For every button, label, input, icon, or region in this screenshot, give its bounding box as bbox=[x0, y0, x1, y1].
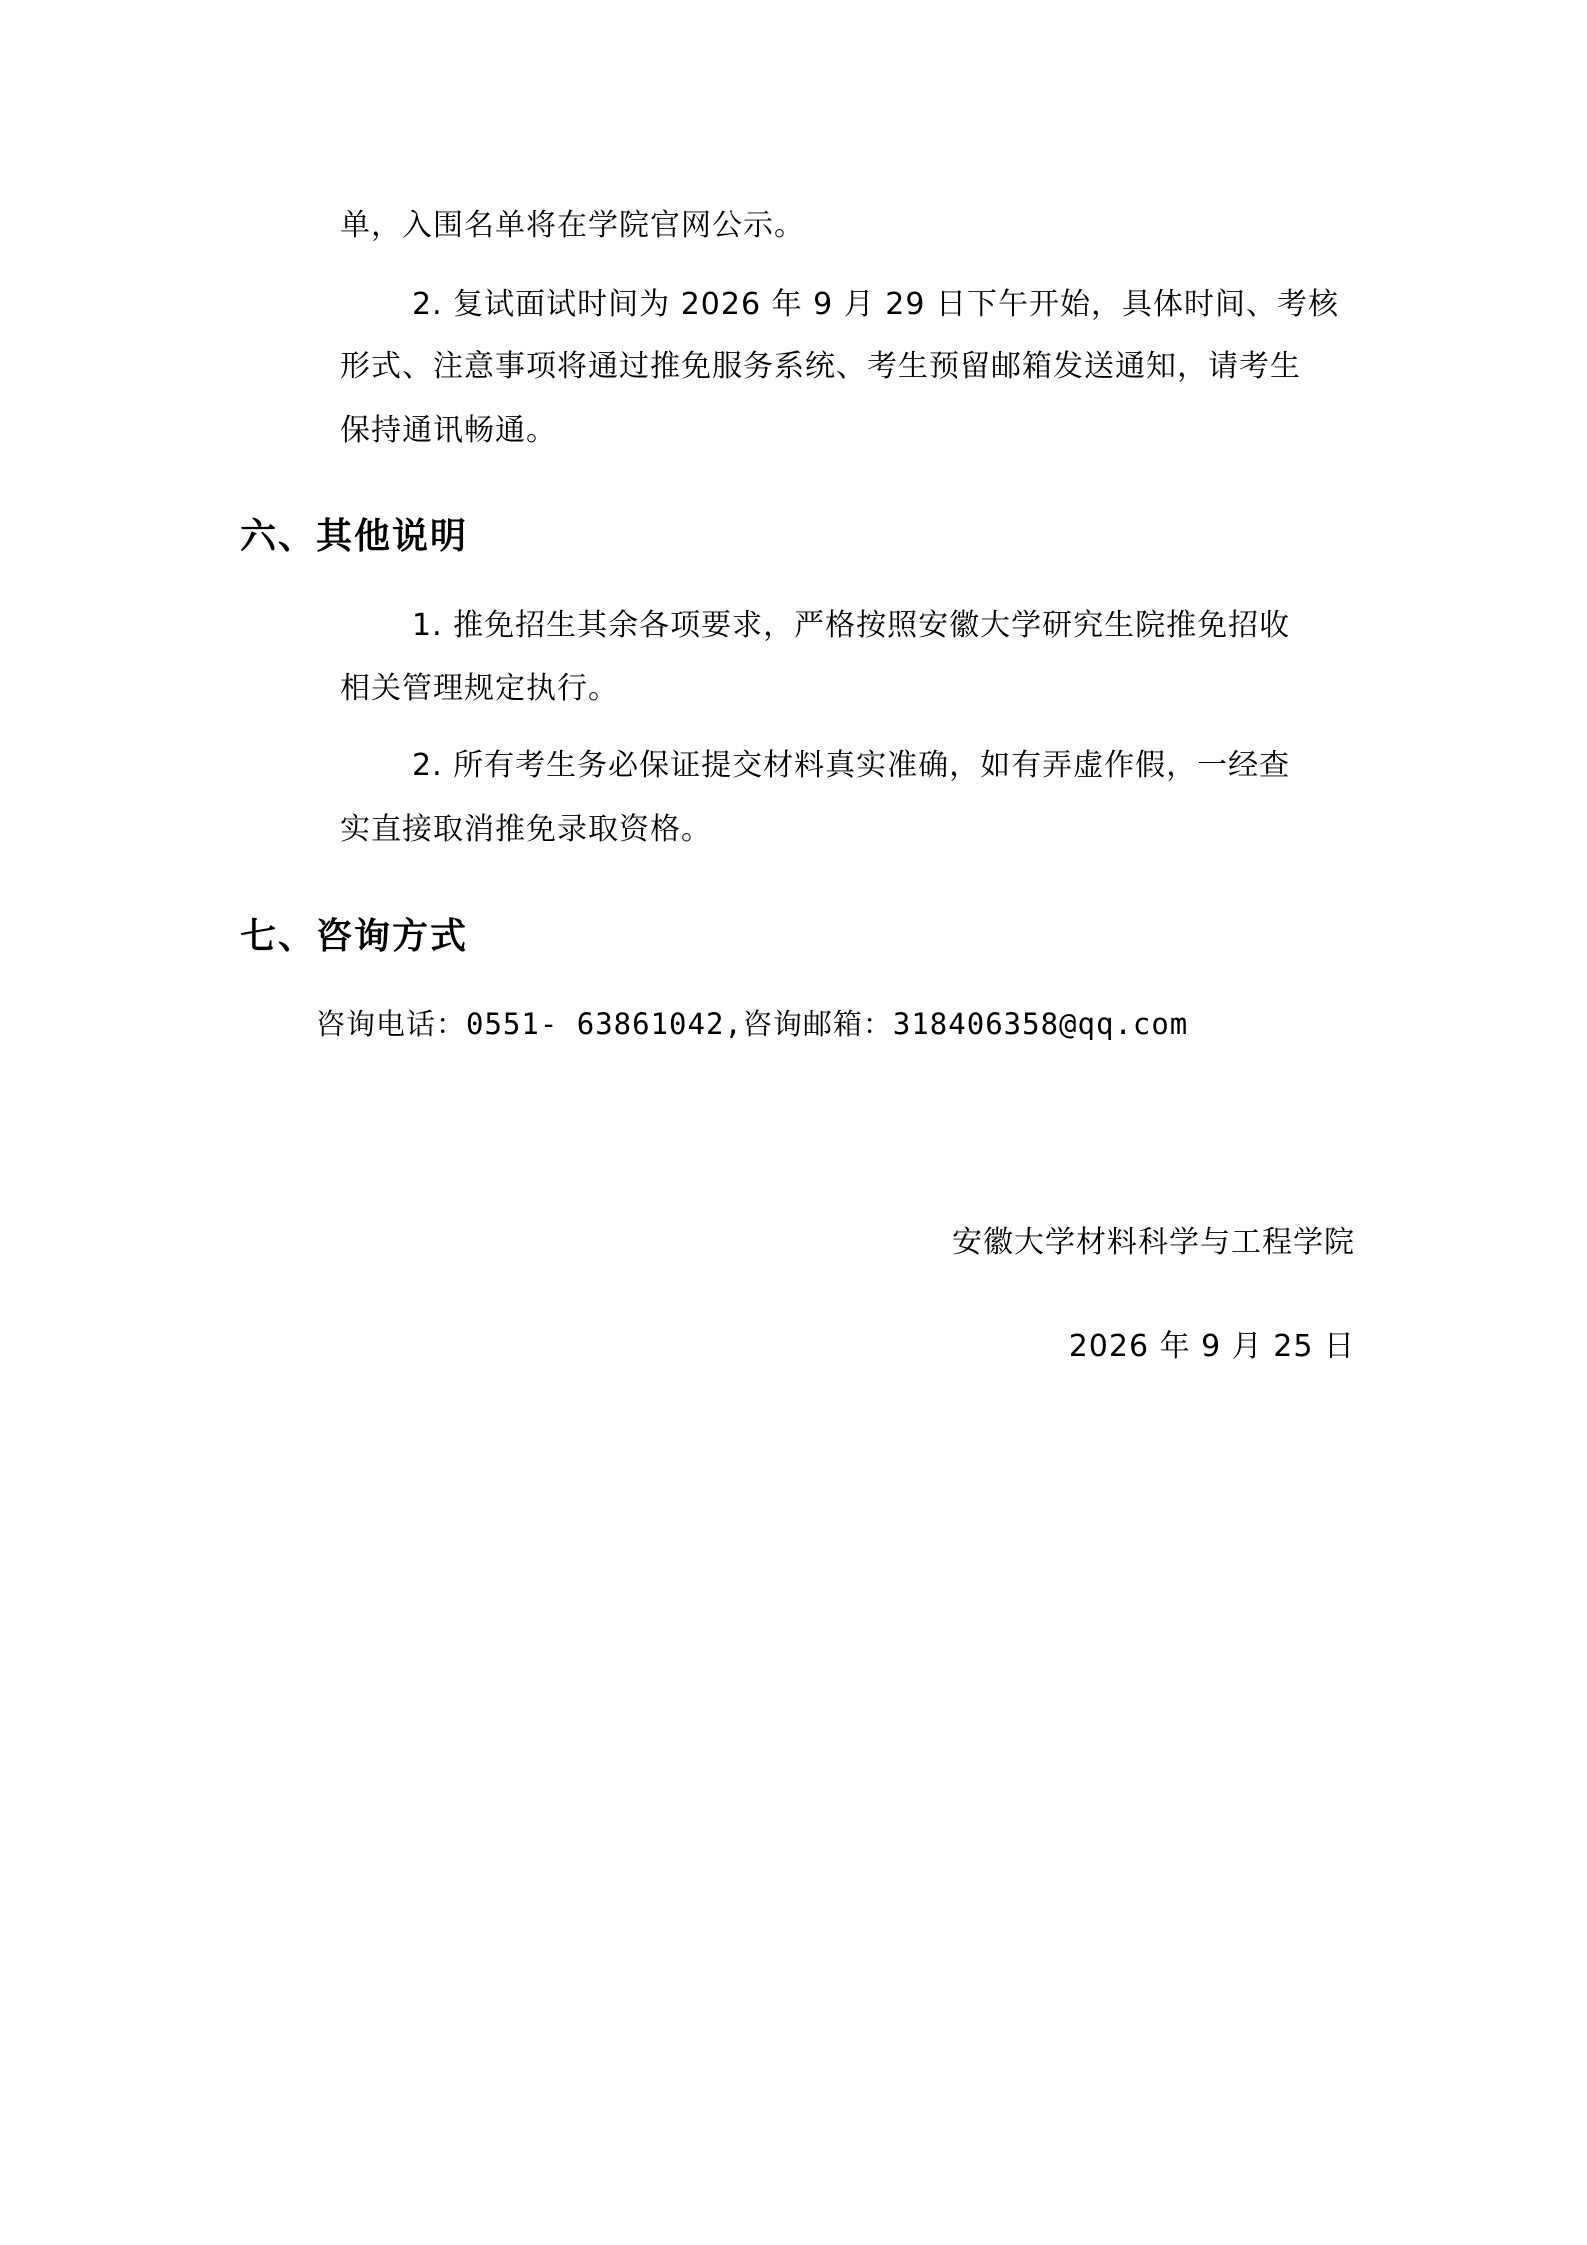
section6-item2-line2: 实直接取消推免录取资格。 bbox=[340, 812, 712, 847]
section7-heading: 七、咨询方式 bbox=[240, 916, 469, 957]
section6-heading: 六、其他说明 bbox=[240, 516, 469, 557]
section5-item2-line1: 2. 复试面试时间为 2026 年 9 月 29 日下午开始，具体时间、考核 bbox=[412, 287, 1339, 322]
section5-continued-line: 单，入围名单将在学院官网公示。 bbox=[340, 208, 805, 243]
section5-item2-line2: 形式、注意事项将通过推免服务系统、考生预留邮箱发送通知，请考生 bbox=[340, 349, 1301, 384]
section6-item1-line2: 相关管理规定执行。 bbox=[340, 671, 619, 706]
signature-organization: 安徽大学材料科学与工程学院 bbox=[952, 1225, 1355, 1260]
contact-line: 咨询电话：0551- 63861042,咨询邮箱：318406358@qq.com bbox=[316, 1007, 1189, 1041]
section5-item2-line3: 保持通讯畅通。 bbox=[340, 413, 557, 448]
section6-item1-line1: 1. 推免招生其余各项要求，严格按照安徽大学研究生院推免招收 bbox=[412, 608, 1291, 643]
signature-date: 2026 年 9 月 25 日 bbox=[1068, 1329, 1355, 1364]
section6-item2-line1: 2. 所有考生务必保证提交材料真实准确，如有弄虚作假，一经查 bbox=[412, 748, 1291, 783]
